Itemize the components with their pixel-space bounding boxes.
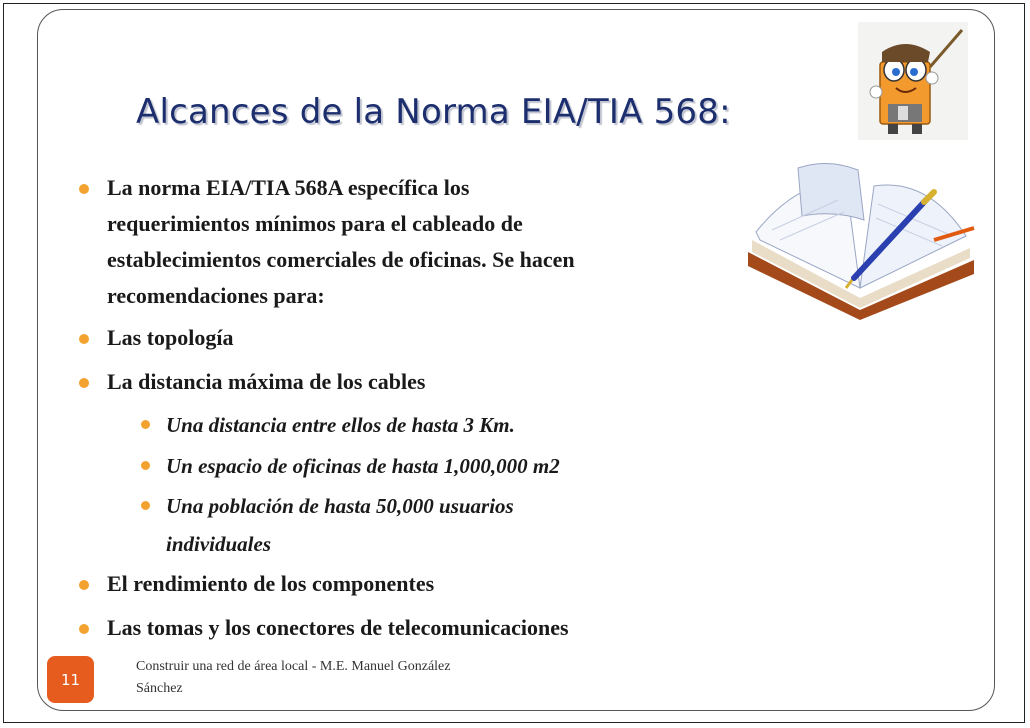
bullet-line: recomendaciones para: [107, 283, 325, 308]
footer-line: Sánchez [136, 681, 183, 696]
sub-bullet-text: Un espacio de oficinas de hasta 1,000,000 m2 [166, 454, 560, 478]
sub-bullet-item [166, 487, 514, 563]
bullet-item [107, 170, 575, 314]
sub-bullet-line: individuales [166, 532, 272, 556]
sub-bullet-line: Una población de hasta 50,000 usuarios [166, 494, 514, 518]
bullet-dot-icon [79, 378, 89, 388]
footer-line: Construir una red de área local - M.E. Manuel González [136, 659, 451, 674]
bullet-item [107, 364, 425, 400]
bullet-text: La distancia máxima de los cables [107, 369, 426, 394]
bullet-line: establecimientos comerciales de oficinas. Se hacen [107, 247, 575, 272]
sub-bullet-item [166, 406, 515, 444]
bullet-text: El rendimiento de los componentes [107, 571, 435, 596]
sub-bullet-text: Una distancia entre ellos de hasta 3 Km. [166, 413, 515, 437]
bullet-dot-icon [79, 334, 89, 344]
bullet-line: requerimientos mínimos para el cableado de [107, 211, 523, 236]
bullet-line: La norma EIA/TIA 568A específica los [107, 175, 470, 200]
bullet-dot-icon [79, 624, 89, 634]
bullet-dot-icon [141, 420, 150, 429]
bullet-dot-icon [141, 461, 150, 470]
bullet-text: Las tomas y los conectores de telecomunicaciones [107, 615, 569, 640]
bullet-item [107, 320, 234, 356]
bullet-item [107, 566, 434, 602]
floppy-mascot-image [858, 22, 968, 140]
bullet-item [107, 610, 569, 646]
slide-title: Alcances de la Norma EIA/TIA 568: [136, 92, 731, 132]
bullet-dot-icon [141, 501, 150, 510]
bullet-text: Las topología [107, 325, 234, 350]
slide-footer [136, 656, 556, 700]
bullet-dot-icon [79, 184, 89, 194]
bullet-dot-icon [79, 580, 89, 590]
open-book-image [738, 160, 983, 320]
page-number-badge: 11 [47, 656, 94, 703]
sub-bullet-item [166, 447, 560, 485]
